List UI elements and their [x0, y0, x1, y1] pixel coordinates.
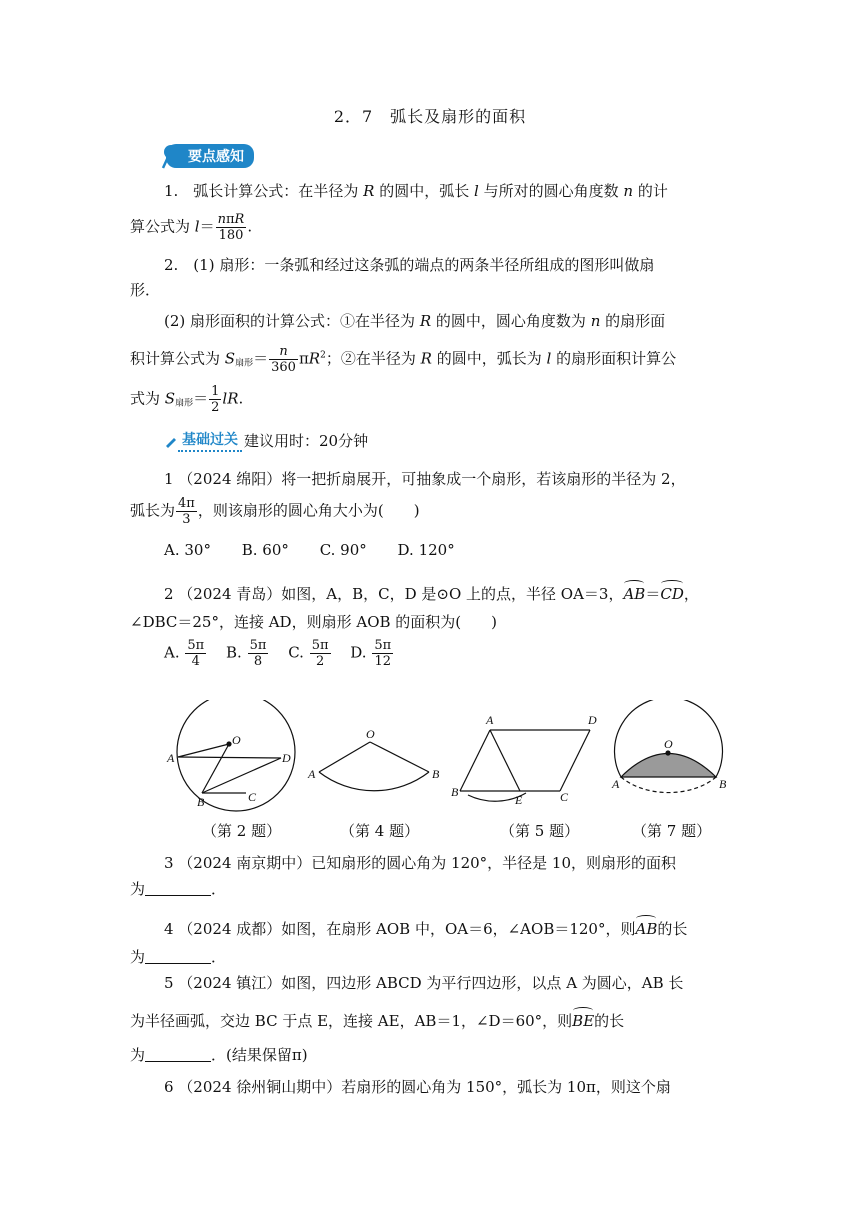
svg-text:E: E — [515, 793, 523, 807]
svg-text:C: C — [560, 790, 569, 804]
badge-label: 基础过关 — [178, 429, 242, 452]
question-1-cont: 弧长为 $\frac{4\pi}{3}$ ，则该扇形的圆心角大小为( ) — [130, 496, 420, 527]
option-c: C. $\frac{5\pi}{2}$ — [288, 638, 329, 669]
svg-text:B: B — [432, 767, 440, 781]
svg-text:A: A — [486, 713, 494, 727]
label-C: C — [248, 790, 257, 804]
figure-4 — [319, 742, 429, 791]
question-5-cont-2: 为 ．(结果保留π) — [130, 1046, 308, 1064]
question-2: 2 （2024 青岛）如图，A，B，C，D 是⊙O 上的点，半径 OA＝3，AB＝CD， — [164, 585, 699, 603]
svg-text:O: O — [664, 737, 673, 751]
caption-figure-2: （第 2 题） — [202, 822, 282, 840]
paragraph-sector-area-formula: 积计算公式为 $S_{扇形}=$ $\frac{n}{360}$ $\pi R^2$；②在半径为 R 的圆中，弧长为 l 的扇形面积计算公 — [130, 344, 677, 375]
paragraph-sector-definition-end: 形． — [130, 281, 161, 299]
option-b: B. $\frac{5\pi}{8}$ — [226, 638, 267, 669]
badge-label: 要点感知 — [166, 144, 254, 168]
answer-blank[interactable] — [145, 1047, 211, 1062]
answer-blank[interactable] — [145, 949, 211, 964]
page-title: 2．7 弧长及扇形的面积 — [333, 107, 527, 126]
option-a: A. 30° — [164, 541, 211, 559]
paragraph-sector-area: (2) 扇形面积的计算公式：①在半径为 R 的圆中，圆心角度数为 n 的扇形面 — [164, 312, 666, 330]
pencil-icon — [164, 434, 178, 448]
option-b: B. 60° — [241, 541, 289, 559]
option-d: D. 120° — [397, 541, 455, 559]
option-a: A. $\frac{5\pi}{4}$ — [164, 638, 205, 669]
svg-text:D: D — [588, 713, 597, 727]
question-1-options — [164, 541, 481, 559]
svg-text:B: B — [451, 785, 459, 799]
caption-figure-7: （第 7 题） — [632, 822, 712, 840]
question-4: 4 （2024 成都）如图，在扇形 AOB 中，OA＝6，∠AOB＝120°，则AB的长 — [164, 920, 688, 938]
label-B: B — [197, 795, 205, 809]
figure-5 — [460, 730, 590, 801]
question-5: 5 （2024 镇江）如图，四边形 ABCD 为平行四边形，以点 A 为圆心，AB 长 — [164, 974, 684, 992]
question-2-cont: ∠DBC＝25°，连接 AD，则扇形 AOB 的面积为( ) — [130, 613, 497, 631]
svg-text:A: A — [612, 777, 620, 791]
question-4-cont: 为 ． — [130, 948, 227, 966]
section-badge-key-points — [160, 143, 254, 169]
option-c: C. 90° — [319, 541, 367, 559]
figures-row — [150, 700, 750, 812]
fraction: $\frac{\text{nπR}}{180}$ — [217, 212, 245, 243]
question-2-options — [164, 638, 408, 669]
label-A: A — [167, 751, 175, 765]
caption-figure-4: （第 4 题） — [340, 822, 420, 840]
question-3-cont: 为 ． — [130, 880, 227, 898]
section-badge-basics — [164, 429, 368, 452]
answer-blank[interactable] — [145, 881, 211, 896]
question-6: 6 （2024 徐州铜山期中）若扇形的圆心角为 150°，弧长为 10π，则这个扇 — [164, 1078, 671, 1096]
label-D: D — [282, 751, 291, 765]
figure-2 — [177, 700, 295, 811]
svg-text:A: A — [308, 767, 316, 781]
question-5-cont: 为半径画弧，交边 BC 于点 E，连接 AE，AB＝1，∠D＝60°，则BE的长 — [130, 1012, 625, 1030]
label-O: O — [232, 733, 241, 747]
question-3: 3 （2024 南京期中）已知扇形的圆心角为 120°，半径是 10，则扇形的面积 — [164, 854, 677, 872]
svg-text:O: O — [366, 727, 375, 741]
paragraph-arc-length: 1. 弧长计算公式：在半径为 R 的圆中，弧长 l 与所对的圆心角度数 n 的计 — [164, 182, 668, 200]
question-1: 1 （2024 绵阳）将一把折扇展开，可抽象成一个扇形，若该扇形的半径为 2， — [164, 470, 686, 488]
caption-figure-5: （第 5 题） — [500, 822, 580, 840]
svg-text:B: B — [719, 777, 727, 791]
paragraph-sector-area-formula-2: 式为 $S_{扇形}=$ $\frac{1}{2}$ lR. — [130, 384, 244, 415]
paragraph-arc-length-formula: 算公式为 l＝ $\frac{\text{nπR}}{180}$ . — [130, 212, 253, 243]
paragraph-sector-definition: 2. (1) 扇形：一条弧和经过这条弧的端点的两条半径所组成的图形叫做扇 — [164, 256, 655, 274]
option-d: D. $\frac{5\pi}{12}$ — [350, 638, 392, 669]
suggested-time: 建议用时：20分钟 — [244, 432, 369, 450]
